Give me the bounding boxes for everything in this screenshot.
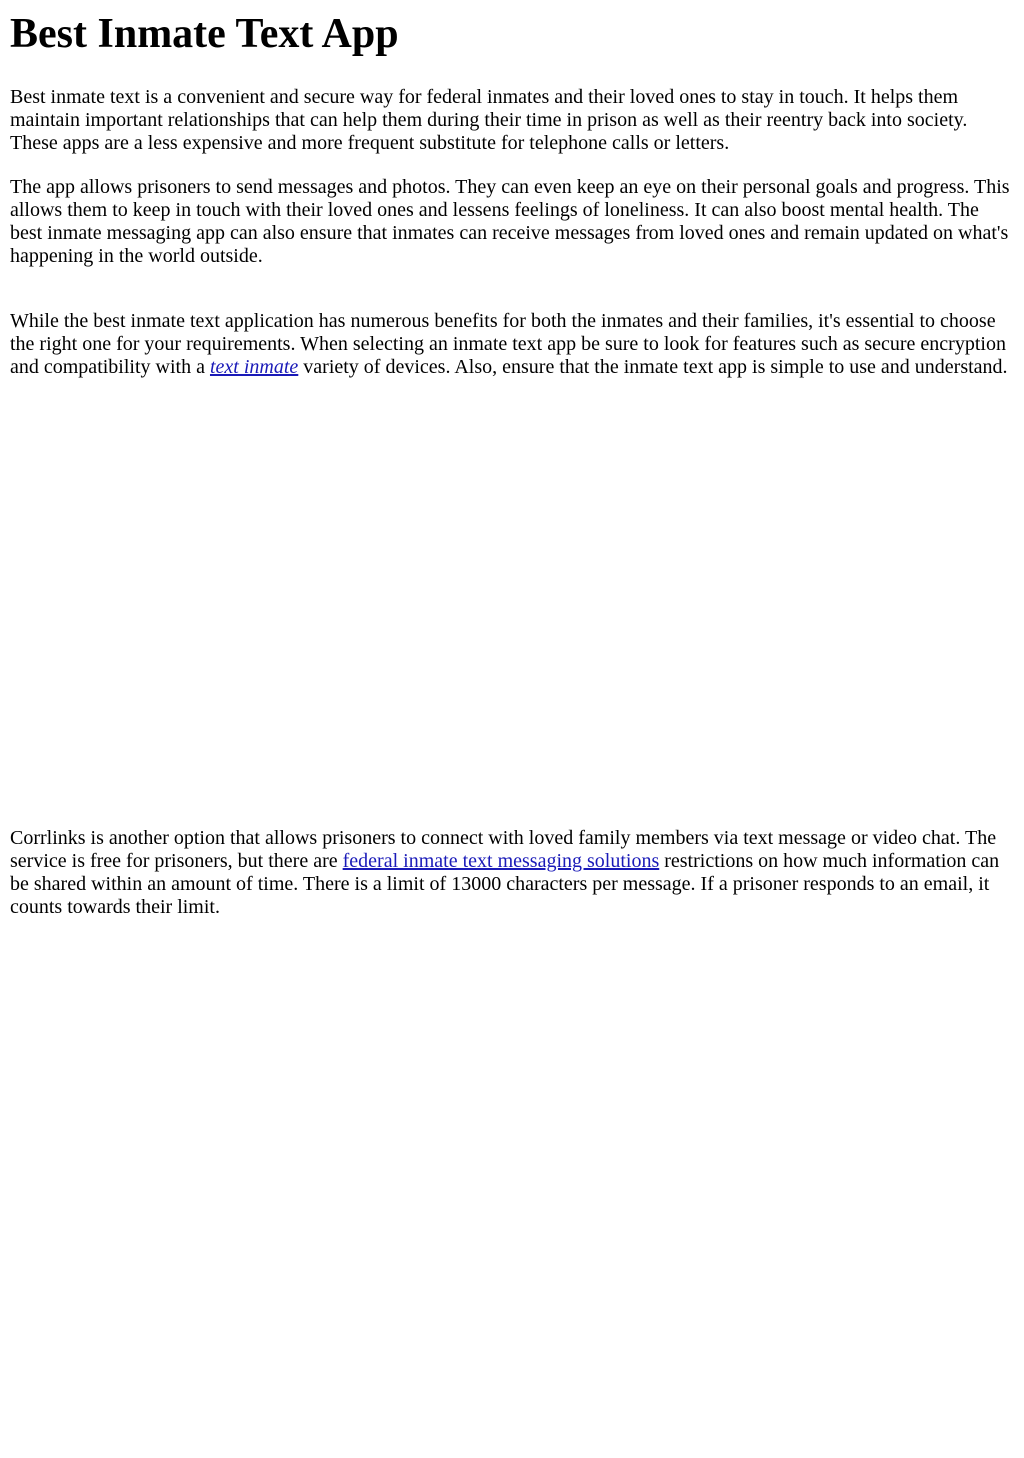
paragraph-features: The app allows prisoners to send messages and photos. They can even keep an eye on their personal goals and progress. This allows them to keep in touch with their loved ones and lessens feelings of loneliness. It can also boost mental health. The best inmate messaging app can also ensure that inmates can receive messages from loved ones and remain updated on what's happening in the world outside. — [10, 176, 1010, 267]
paragraph-choosing-text-after: variety of devices. Also, ensure that the inmate text app is simple to use and understand. — [298, 356, 1008, 378]
paragraph-choosing-text-before: While the best inmate text application has numerous benefits for both the inmates and their families, it's essential to choose the right one for your requirements. When selecting an inmate text app be sure to look for features such as secure encryption and compatibility with a — [10, 310, 1006, 378]
article — [0, 10, 1024, 919]
federal-inmate-messaging-link[interactable]: federal inmate text messaging solutions — [342, 850, 660, 872]
paragraph-choosing — [10, 310, 1014, 379]
page-title: Best Inmate Text App — [10, 11, 399, 57]
paragraph-intro: Best inmate text is a convenient and secure way for federal inmates and their loved ones to stay in touch. It helps them maintain important relationships that can help them during their time in prison as well as their reentry back into society. These apps are a less expensive and more frequent substitute for telephone calls or letters. — [10, 86, 968, 154]
paragraph-corrlinks-text-before: Corrlinks is another option that allows prisoners to connect with loved family members via text message or video chat. The service is free for prisoners, but there are — [10, 827, 997, 872]
paragraph-corrlinks-text-after: restrictions on how much information can be shared within an amount of time. There is a limit of 13000 characters per message. If a prisoner responds to an email, it counts towards their limit. — [10, 850, 1000, 918]
paragraph-corrlinks — [10, 827, 1014, 919]
text-inmate-link[interactable]: text inmate — [209, 356, 299, 378]
